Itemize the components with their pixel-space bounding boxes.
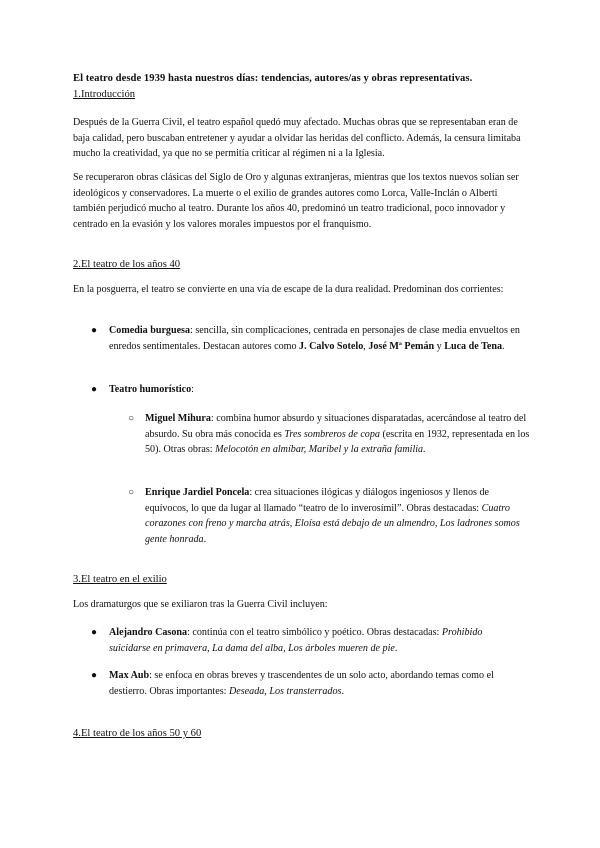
separator: . [394, 642, 398, 654]
separator: . [203, 533, 207, 545]
author-name: Luca de Tena [444, 340, 503, 352]
list-item [109, 625, 525, 656]
list-item-term: Alejandro Casona [109, 627, 188, 638]
work-titles: Deseada, Los transterrados [228, 685, 342, 697]
section-heading-exilio: 3.El teatro en el exilio [73, 574, 167, 585]
author-name: J. Calvo Sotelo [299, 340, 364, 352]
list-item-text: : continúa con el teatro simbólico y poético. Obras destacadas: [187, 627, 442, 638]
bullet-icon: ● [91, 384, 98, 395]
work-titles: Prohibido suicidarse en primavera, La dama del alba, Los árboles mueren de pie [109, 627, 483, 654]
sub-list-item [145, 485, 530, 547]
bullet-icon: ● [91, 627, 98, 638]
list-item-text: : [191, 384, 194, 395]
document-title: El teatro desde 1939 hasta nuestros días: tendencias, autores/as y obras representativas. [73, 73, 473, 84]
separator: . [502, 340, 505, 352]
bullet-icon: ● [91, 670, 98, 681]
list-item [109, 668, 525, 699]
work-title: Tres sombreros de copa [284, 428, 380, 440]
section-heading-anos-40: 2.El teatro de los años 40 [73, 259, 181, 270]
section-heading-introduccion: 1.Introducción [73, 89, 136, 100]
sub-list-item [145, 411, 530, 458]
section-heading-anos-50-60: 4.El teatro de los años 50 y 60 [73, 728, 202, 739]
list-item [109, 323, 525, 354]
work-titles: Melocotón en almíbar, Maribel y la extraña familia. [215, 444, 426, 455]
list-item-text: : se enfoca en obras breves y trascendentes de un solo acto, abordando temas como el destierro. Obras importantes: [109, 670, 494, 697]
work-titles: Cuatro corazones con freno y marcha atrás, Eloísa está debajo de un almendro, Los ladrones somos gente honrada [145, 502, 520, 545]
paragraph: Los dramaturgos que se exiliaron tras la Guerra Civil incluyen: [73, 599, 328, 610]
author-name: José Mª Pemán [368, 340, 435, 352]
separator: y [434, 340, 445, 352]
bullet-icon: ● [91, 325, 98, 336]
list-item-text: : crea situaciones ilógicas y diálogos ingeniosos y llenos de equívocos, lo que da lugar al llamado “teatro de lo inverosímil”. Obras destacadas: [145, 487, 489, 514]
paragraph: Después de la Guerra Civil, el teatro español quedó muy afectado. Muchas obras que se representaban eran de baja calidad, pero buscaban entretener y ayudar a olvidar las heridas del conflicto. Además, la censura limitaba mucho la creatividad, ya que no se permitía criticar al régimen ni a la Iglesia. [73, 117, 521, 159]
paragraph: Se recuperaron obras clásicas del Siglo de Oro y algunas extranjeras, mientras que los textos nuevos solían ser ideológicos y conservadores. La muerte o el exilio de grandes autores como Lorca, Valle-Inclán o Alberti también perjudicó mucho al teatro. Durante los años 40, predominó un teatro tradicional, poco innovador y centrado en la evasión y los valores morales impuestos por el franquismo. [73, 172, 519, 230]
list-item-term: Comedia burguesa [109, 325, 191, 336]
list-item-term: Max Aub [109, 670, 150, 681]
list-item-term: Enrique Jardiel Poncela [145, 487, 250, 498]
list-item-term: Miguel Mihura [145, 413, 211, 424]
separator: . [341, 685, 344, 697]
list-item-text: (escrita en 1932, representada en los 50). Otras obras: [145, 428, 530, 455]
sub-bullet-icon: ○ [128, 413, 135, 424]
separator: , [363, 340, 369, 352]
list-item-text: : sencilla, sin complicaciones, centrada en personajes de clase media envueltos en enredos sentimentales. Destacan autores como [109, 325, 520, 352]
sub-bullet-icon: ○ [128, 487, 135, 498]
paragraph: En la posguerra, el teatro se convierte en una vía de escape de la dura realidad. Predominan dos corrientes: [73, 284, 504, 295]
list-item-text: : combina humor absurdo y situaciones disparatadas, acercándose al teatro del absurdo. Su obra más conocida es [145, 413, 527, 440]
list-item [109, 382, 525, 398]
list-item-term: Teatro humorístico [109, 384, 192, 395]
